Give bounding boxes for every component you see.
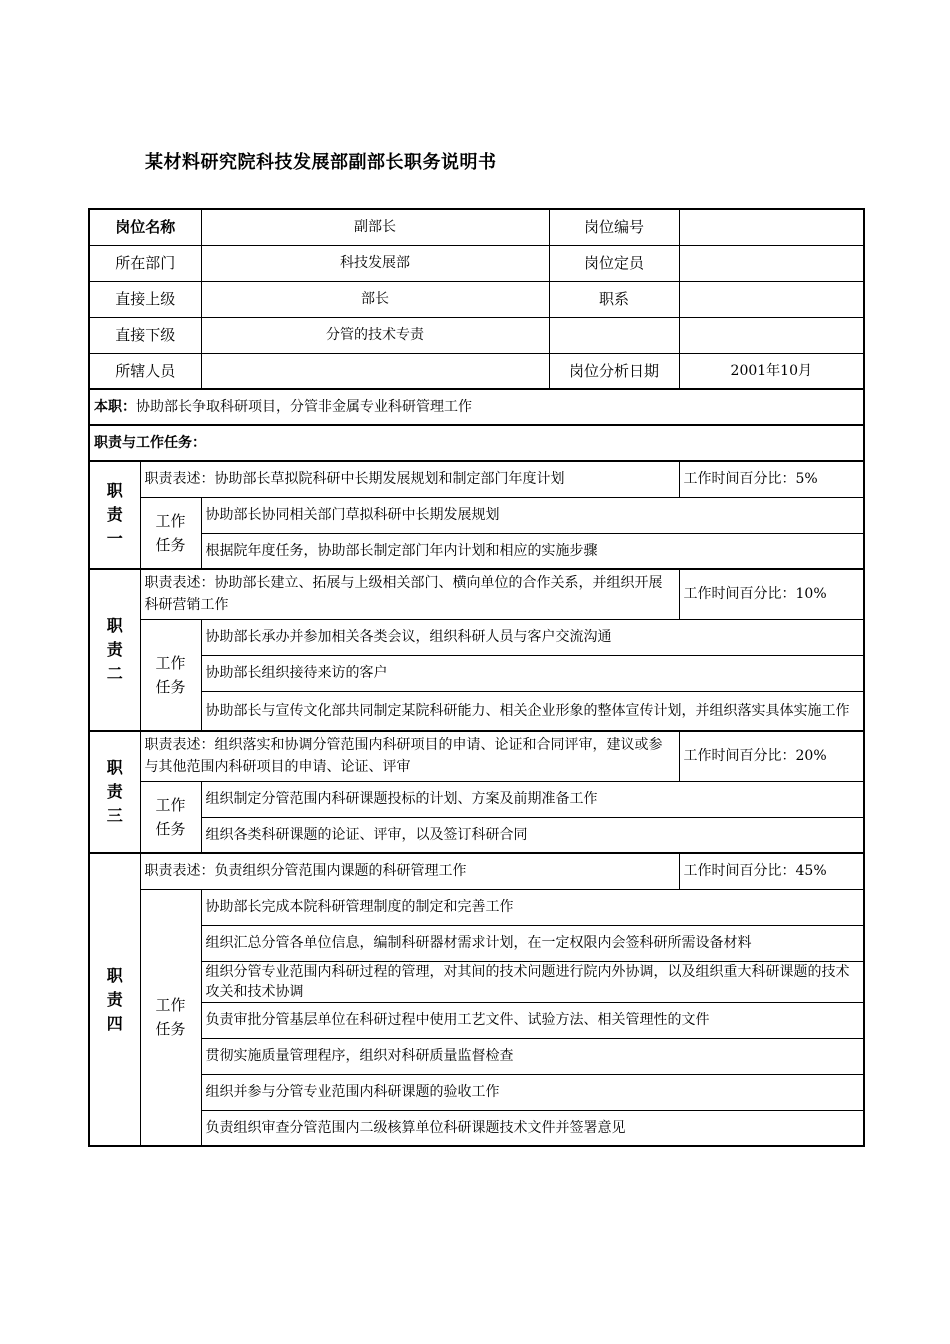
duty-description: 职责表述：协助部长草拟院科研中长期发展规划和制定部门年度计划 [140, 461, 679, 497]
duty-label: 职 责 四 [89, 853, 140, 1146]
summary-text: 协助部长争取科研项目，分管非金属专业科研管理工作 [136, 399, 472, 415]
duty-description-row [89, 731, 864, 781]
summary-cell [89, 389, 864, 425]
task-item: 负责组织审查分管范围内二级核算单位科研课题技术文件并签署意见 [201, 1110, 864, 1146]
duty-percent: 工作时间百分比：10% [679, 569, 864, 619]
task-item: 协助部长与宣传文化部共同制定某院科研能力、相关企业形象的整体宣传计划，并组织落实具体实施工作 [201, 691, 864, 731]
task-item: 组织制定分管范围内科研课题投标的计划、方案及前期准备工作 [201, 781, 864, 817]
task-item: 根据院年度任务，协助部长制定部门年内计划和相应的实施步骤 [201, 533, 864, 569]
task-item: 协助部长承办并参加相关各类会议，组织科研人员与客户交流沟通 [201, 619, 864, 655]
work-task-label: 工作 任务 [140, 497, 201, 569]
duty-percent: 工作时间百分比：45% [679, 853, 864, 889]
work-task-label: 工作 任务 [140, 889, 201, 1146]
info-label: 岗位名称 [89, 209, 201, 245]
info-row [89, 353, 864, 389]
summary-label: 本职： [94, 399, 136, 415]
info-value [679, 281, 864, 317]
summary-row [89, 389, 864, 425]
info-value: 部长 [201, 281, 549, 317]
info-value [679, 245, 864, 281]
task-item: 组织各类科研课题的论证、评审，以及签订科研合同 [201, 817, 864, 853]
info-label: 岗位分析日期 [549, 353, 679, 389]
duty-description-row [89, 569, 864, 619]
info-value: 分管的技术专责 [201, 317, 549, 353]
info-label [549, 317, 679, 353]
duty-label: 职 责 三 [89, 731, 140, 853]
task-item: 贯彻实施质量管理程序，组织对科研质量监督检查 [201, 1038, 864, 1074]
task-item: 组织分管专业范围内科研过程的管理，对其间的技术问题进行院内外协调，以及组织重大科研课题的技术攻关和技术协调 [201, 961, 864, 1002]
info-value [679, 317, 864, 353]
duty-description: 职责表述：负责组织分管范围内课题的科研管理工作 [140, 853, 679, 889]
task-item: 协助部长完成本院科研管理制度的制定和完善工作 [201, 889, 864, 925]
task-row [89, 619, 864, 655]
task-item: 协助部长组织接待来访的客户 [201, 655, 864, 691]
task-row [89, 817, 864, 853]
task-row [89, 533, 864, 569]
info-label: 岗位定员 [549, 245, 679, 281]
task-item: 组织并参与分管专业范围内科研课题的验收工作 [201, 1074, 864, 1110]
info-value: 科技发展部 [201, 245, 549, 281]
info-label: 职系 [549, 281, 679, 317]
duty-percent: 工作时间百分比：5% [679, 461, 864, 497]
task-item: 组织汇总分管各单位信息，编制科研器材需求计划，在一定权限内会签科研所需设备材料 [201, 925, 864, 961]
task-item: 负责审批分管基层单位在科研过程中使用工艺文件、试验方法、相关管理性的文件 [201, 1002, 864, 1038]
task-row [89, 655, 864, 691]
info-row [89, 209, 864, 245]
work-task-label: 工作 任务 [140, 619, 201, 731]
duty-label: 职 责 二 [89, 569, 140, 731]
task-row [89, 1074, 864, 1110]
info-row [89, 281, 864, 317]
info-label: 直接下级 [89, 317, 201, 353]
info-label: 直接上级 [89, 281, 201, 317]
info-value: 2001年10月 [679, 353, 864, 389]
duties-header: 职责与工作任务： [89, 425, 864, 461]
info-label: 岗位编号 [549, 209, 679, 245]
duty-description-row [89, 853, 864, 889]
task-row [89, 961, 864, 1002]
task-row [89, 1038, 864, 1074]
duty-percent: 工作时间百分比：20% [679, 731, 864, 781]
info-value: 副部长 [201, 209, 549, 245]
task-row [89, 1002, 864, 1038]
task-row [89, 1110, 864, 1146]
info-label: 所辖人员 [89, 353, 201, 389]
info-value [679, 209, 864, 245]
task-row [89, 925, 864, 961]
task-row [89, 497, 864, 533]
document-title: 某材料研究院科技发展部副部长职务说明书 [145, 152, 497, 173]
duties-header-row [89, 425, 864, 461]
duty-description: 职责表述：组织落实和协调分管范围内科研项目的申请、论证和合同评审，建议或参与其他范围内科研项目的申请、论证、评审 [140, 731, 679, 781]
task-item: 协助部长协同相关部门草拟科研中长期发展规划 [201, 497, 864, 533]
info-label: 所在部门 [89, 245, 201, 281]
task-row [89, 691, 864, 731]
info-row [89, 317, 864, 353]
duty-description-row [89, 461, 864, 497]
task-row [89, 781, 864, 817]
info-row [89, 245, 864, 281]
info-value [201, 353, 549, 389]
task-row [89, 889, 864, 925]
duty-description: 职责表述：协助部长建立、拓展与上级相关部门、横向单位的合作关系，并组织开展科研营销工作 [140, 569, 679, 619]
job-description-table [88, 208, 865, 1147]
duty-label: 职 责 一 [89, 461, 140, 569]
work-task-label: 工作 任务 [140, 781, 201, 853]
